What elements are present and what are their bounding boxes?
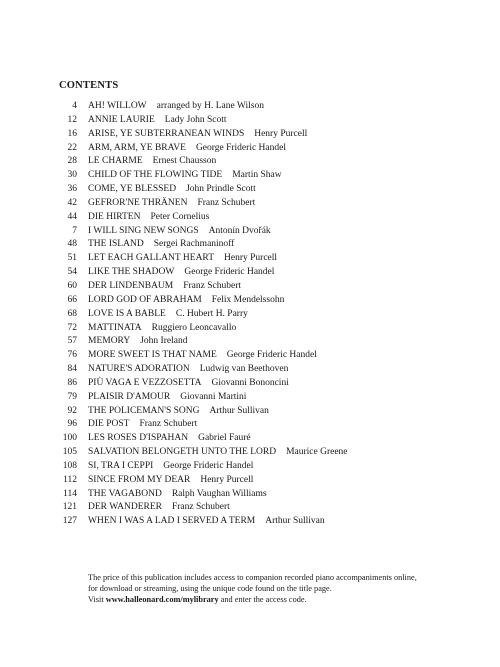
toc-composer: Peter Cornelius [150, 211, 210, 222]
toc-composer: Gabriel Fauré [198, 433, 251, 444]
toc-composer: Giovanni Martini [180, 391, 247, 402]
toc-composer: Sergei Rachmaninoff [153, 239, 235, 250]
toc-page-number: 22 [67, 142, 77, 153]
toc-page-number: 28 [67, 156, 77, 167]
toc-entry[interactable] [52, 114, 452, 128]
toc-entry[interactable] [52, 183, 452, 197]
toc-page-number: 105 [62, 447, 77, 458]
toc-song-title: DIE HIRTEN [88, 211, 141, 222]
toc-song-title: GEFROR'NE THRÄNEN [88, 197, 188, 208]
toc-composer: Arthur Sullivan [209, 405, 269, 416]
toc-song-title: LET EACH GALLANT HEART [88, 253, 214, 264]
toc-composer: Antonín Dvořák [208, 225, 271, 236]
toc-entry[interactable] [52, 405, 452, 419]
access-note [88, 573, 448, 605]
toc-composer: John Ireland [140, 336, 188, 347]
toc-page-number: 42 [67, 197, 77, 208]
toc-entry[interactable] [52, 294, 452, 308]
access-note-line-3 [88, 595, 448, 606]
toc-page-number: 60 [67, 280, 77, 291]
toc-page-number: 44 [67, 211, 77, 222]
toc-song-title: THE VAGABOND [88, 488, 162, 499]
toc-song-title: MORE SWEET IS THAT NAME [88, 350, 217, 361]
toc-song-title: LOVE IS A BABLE [88, 308, 166, 319]
toc-page-number: 16 [67, 128, 77, 139]
toc-song-title: CHILD OF THE FLOWING TIDE [88, 170, 223, 181]
toc-page-number: 12 [67, 114, 77, 125]
toc-composer: Franz Schubert [139, 419, 198, 430]
contents-heading: CONTENTS [59, 80, 119, 91]
toc-entry[interactable] [52, 432, 452, 446]
toc-page-number: 114 [63, 488, 77, 499]
toc-entry[interactable] [52, 488, 452, 502]
toc-page-number: 7 [72, 225, 77, 236]
toc-entry[interactable] [52, 474, 452, 488]
toc-song-title: LIKE THE SHADOW [88, 267, 175, 278]
toc-song-title: LE CHARME [88, 156, 143, 167]
toc-page-number: 100 [62, 433, 77, 444]
toc-song-title: ANNIE LAURIE [88, 114, 155, 125]
toc-composer: Ralph Vaughan Williams [171, 488, 267, 499]
toc-list [52, 100, 452, 529]
toc-song-title: PIÙ VAGA E VEZZOSETTA [88, 377, 202, 388]
toc-entry[interactable] [52, 142, 452, 156]
toc-song-title: DIE POST [88, 419, 130, 430]
toc-composer: Lady John Scott [164, 114, 227, 125]
toc-composer: Giovanni Bononcini [211, 377, 289, 388]
toc-page-number: 79 [67, 391, 77, 402]
toc-entry[interactable] [52, 446, 452, 460]
toc-song-title: SALVATION BELONGETH UNTO THE LORD [88, 447, 277, 458]
toc-entry[interactable] [52, 252, 452, 266]
toc-song-title: COME, YE BLESSED [88, 184, 177, 195]
toc-composer: Maurice Greene [286, 447, 348, 458]
toc-page-number: 72 [67, 322, 77, 333]
toc-page-number: 76 [67, 350, 77, 361]
toc-entry[interactable] [52, 418, 452, 432]
toc-page-number: 121 [62, 502, 77, 513]
toc-song-title: ARM, ARM, YE BRAVE [88, 142, 186, 153]
toc-page-number: 127 [62, 516, 77, 527]
toc-entry[interactable] [52, 128, 452, 142]
toc-page-number: 92 [67, 405, 77, 416]
toc-page-number: 68 [67, 308, 77, 319]
toc-page-number: 108 [62, 460, 77, 471]
toc-composer: Ruggiero Leoncavallo [151, 322, 237, 333]
toc-composer: Henry Purcell [224, 253, 278, 264]
toc-page-number: 4 [72, 101, 77, 111]
toc-composer: Franz Schubert [171, 502, 230, 513]
toc-page-number: 48 [67, 239, 77, 250]
toc-song-title: SI, TRA I CEPPI [88, 460, 154, 471]
toc-page-number: 57 [67, 336, 77, 347]
visit-text: Visit [88, 594, 106, 604]
toc-entry[interactable] [52, 211, 452, 225]
access-note-line-1: The price of this publication includes access to companion recorded piano accompaniments online, [88, 573, 417, 582]
toc-page-number: 112 [63, 474, 77, 485]
toc-song-title: MEMORY [88, 336, 131, 347]
toc-composer: George Frideric Handel [163, 460, 254, 471]
toc-song-title: I WILL SING NEW SONGS [88, 225, 199, 236]
toc-composer: Franz Schubert [197, 197, 256, 208]
toc-entry[interactable] [52, 238, 452, 252]
toc-entry[interactable] [52, 169, 452, 183]
toc-song-title: MATTINATA [88, 322, 142, 333]
toc-entry[interactable] [52, 308, 452, 322]
toc-composer: Felix Mendelssohn [211, 294, 285, 305]
toc-entry[interactable] [52, 155, 452, 169]
toc-composer: C. Hubert H. Parry [175, 308, 248, 319]
toc-page-number: 66 [67, 294, 77, 305]
toc-composer: arranged by H. Lane Wilson [156, 101, 264, 111]
toc-composer: Henry Purcell [254, 128, 308, 139]
toc-composer: George Frideric Handel [184, 267, 275, 278]
toc-page-number: 84 [67, 364, 77, 375]
toc-entry[interactable] [52, 377, 452, 391]
toc-page-number: 86 [67, 377, 77, 388]
access-note-line-2: for download or streaming, using the unique code found on the title page. [88, 583, 332, 593]
toc-song-title: NATURE'S ADORATION [88, 364, 190, 375]
toc-entry[interactable] [52, 363, 452, 377]
toc-song-title: PLAISIR D'AMOUR [88, 391, 171, 402]
toc-entry[interactable] [52, 100, 452, 114]
toc-song-title: SINCE FROM MY DEAR [88, 474, 191, 485]
toc-page-number: 96 [67, 419, 77, 430]
toc-entry[interactable] [52, 391, 452, 405]
toc-entry[interactable] [52, 225, 452, 239]
toc-composer: Arthur Sullivan [265, 516, 325, 527]
toc-entry[interactable] [52, 349, 452, 363]
toc-song-title: LORD GOD OF ABRAHAM [88, 294, 202, 305]
toc-entry[interactable] [52, 515, 452, 529]
toc-entry[interactable] [52, 460, 452, 474]
toc-song-title: DER WANDERER [88, 502, 162, 513]
toc-page-number: 30 [67, 170, 77, 181]
toc-entry[interactable] [52, 197, 452, 211]
toc-composer: George Frideric Handel [226, 350, 317, 361]
toc-composer: Ludwig van Beethoven [199, 364, 289, 375]
toc-song-title: WHEN I WAS A LAD I SERVED A TERM [88, 516, 256, 527]
toc-song-title: ARISE, YE SUBTERRANEAN WINDS [88, 128, 245, 139]
toc-page-number: 51 [67, 253, 77, 264]
toc-page-number: 54 [67, 267, 77, 278]
toc-composer: Ernest Chausson [152, 156, 217, 167]
toc-song-title: DER LINDENBAUM [88, 280, 174, 291]
toc-song-title: THE POLICEMAN'S SONG [88, 405, 200, 416]
toc-composer: Martin Shaw [232, 170, 282, 181]
toc-entry[interactable] [52, 280, 452, 294]
toc-entry[interactable] [52, 501, 452, 515]
toc-song-title: AH! WILLOW [88, 101, 147, 111]
access-code-text: and enter the access code. [218, 594, 307, 604]
toc-composer: Henry Purcell [200, 474, 254, 485]
library-url-link[interactable]: www.halleonard.com/mylibrary [105, 594, 219, 604]
toc-song-title: THE ISLAND [88, 239, 144, 250]
toc-page-number: 36 [67, 184, 77, 195]
toc-song-title: LES ROSES D'ISPAHAN [88, 433, 189, 444]
toc-entry[interactable] [52, 335, 452, 349]
toc-composer: Franz Schubert [183, 280, 242, 291]
toc-entry[interactable] [52, 322, 452, 336]
toc-entry[interactable] [52, 266, 452, 280]
toc-composer: George Frideric Handel [195, 142, 286, 153]
toc-composer: John Prindle Scott [186, 184, 256, 195]
